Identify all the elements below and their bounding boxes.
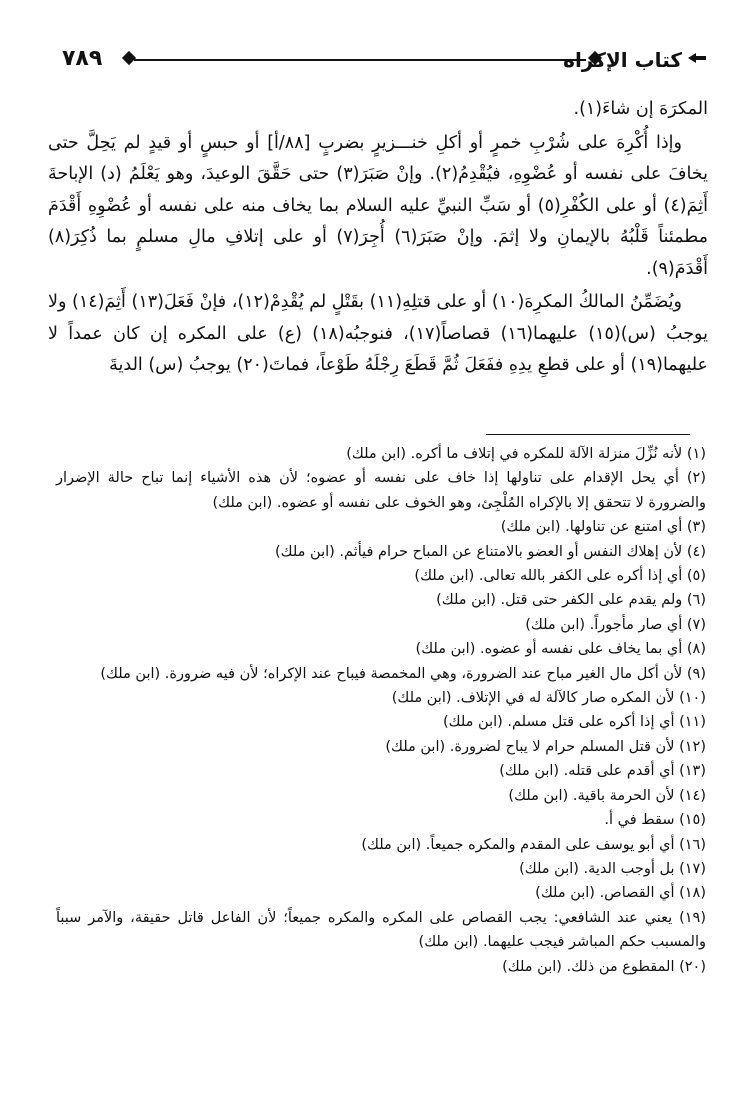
paragraph: وإذا أُكْرِهَ على شُرْبِ خمرٍ أو أكلِ خنـــزيرٍ بضربٍ [٨٨/أ] أو حبسٍ أو قيدٍ لم يَحِلَّ حتى يخافَ على نفسه أو عُضْوِهِ، فيُقْدِمُ(٢). وإنْ صَبَرَ(٣) حتى حَقَّقَ الوعيدَ، وهو يَعْلَمُ (د) الإباحةَ أَثِمَ(٤) أو على الكُفْرِ(٥) أو سَبِّ النبيِّ عليه السلام بما يخاف منه على نفسه أو عُضْوِهِ أَقْدَمَ مطمئناً قَلْبُهُ بالإيمانِ ولا إثمَ. وإنْ صَبَرَ(٦) أُجِرَ(٧) أو على إتلافِ مالِ مسلمٍ بما ذُكِرَ(٨) أَقْدَمَ(٩).	[48, 132, 708, 279]
arrow-ornament-icon	[688, 53, 706, 63]
footnote: (١٣) أي أقدم على قتله. (ابن ملك)	[499, 763, 706, 780]
footnote: (٨) أي بما يخاف على نفسه أو عضوه. (ابن ملك)	[415, 641, 706, 658]
footnote: (١٦) أي أبو يوسف على المقدم والمكره جميعاً. (ابن ملك)	[361, 836, 706, 853]
footnote: (٢٠) المقطوع من ذلك. (ابن ملك)	[502, 958, 706, 975]
footnote: (١٥) سقط في أ.	[604, 812, 706, 829]
paragraph: ويُضَمِّنُ المالكُ المكرِهَ(١٠) أو على قتلِهِ(١١) بقَتْلٍ لم يُقْدِمْ(١٢)، فإنْ فَعَلَ(١٣) أَثِمَ(١٤) ولا يوجبُ (س)(١٥) عليهما(١٦) قصاصاً(١٧)، فنوجبُه(١٨) (ع) على المكره إن كان عمداً لا عليهما(١٩) أو على قطعِ يدِهِ ففَعَلَ ثُمَّ قَطَعَ رِجْلَهُ طَوْعاً، فماتَ(٢٠) يوجبُ (س) الديةَ	[48, 292, 708, 375]
footnote-separator	[486, 434, 690, 435]
footnotes	[56, 442, 706, 979]
footnote: (١٢) لأن قتل المسلم حرام لا يباح لضرورة. (ابن ملك)	[385, 738, 706, 755]
footnote: (١٨) أي القصاص. (ابن ملك)	[535, 885, 706, 902]
footnote: (٩) لأن أكل مال الغير مباح عند الضرورة، وهي المخمصة فيباح عند الإكراه؛ لأن فيه ضرورة. (ابن ملك)	[100, 665, 706, 682]
header-rule	[134, 59, 586, 61]
footnote: (٢) أي يحل الإقدام على تناولها إذا خاف على نفسه أو عضوه؛ لأن هذه الأشياء إنما تباح حالة الإضرار والضرورة لا تتحقق إلا بالإكراه المُلْجِئ، وهو الخوف على نفسه أو عضوه. (ابن ملك)	[56, 470, 706, 511]
footnote: (١٩) يعني عند الشافعي: يجب القصاص على المكره والمكره جميعاً؛ لأن الفاعل قاتل حقيقة، والآمر سبباً والمسبب حكم المباشر فيجب عليهما. (ابن ملك)	[56, 909, 706, 951]
footnote: (٥) أي إذا أكره على الكفر بالله تعالى. (ابن ملك)	[414, 568, 706, 585]
footnote: (٦) ولم يقدم على الكفر حتى قتل. (ابن ملك)	[436, 592, 706, 609]
footnote: (١٧) بل أوجب الدية. (ابن ملك)	[519, 860, 706, 877]
diamond-ornament-left	[122, 51, 136, 65]
footnote: (٤) لأن إهلاك النفس أو العضو بالامتناع عن المباح حرام فيأثم. (ابن ملك)	[275, 543, 706, 560]
book-title: كتاب الإكراه	[563, 48, 682, 72]
footnote: (١١) أي إذا أكره على قتل مسلم. (ابن ملك)	[443, 714, 706, 731]
footnote: (١٠) لأن المكره صار كالآلة له في الإتلاف. (ابن ملك)	[391, 690, 706, 707]
footnote: (٧) أي صار مأجوراً. (ابن ملك)	[525, 616, 706, 633]
footnote: (١) لأنه نُزِّلَ منزلة الآلة للمكره في إتلاف ما أكره. (ابن ملك)	[346, 446, 706, 462]
page-header	[62, 42, 706, 78]
main-text	[48, 94, 708, 384]
footnote: (١٤) لأن الحرمة باقية. (ابن ملك)	[508, 787, 706, 804]
paragraph: المكرَهَ إن شاءَ(١).	[573, 99, 708, 119]
footnote: (٣) أي امتنع عن تناولها. (ابن ملك)	[500, 519, 706, 536]
page-number: ٧٨٩	[62, 46, 103, 71]
